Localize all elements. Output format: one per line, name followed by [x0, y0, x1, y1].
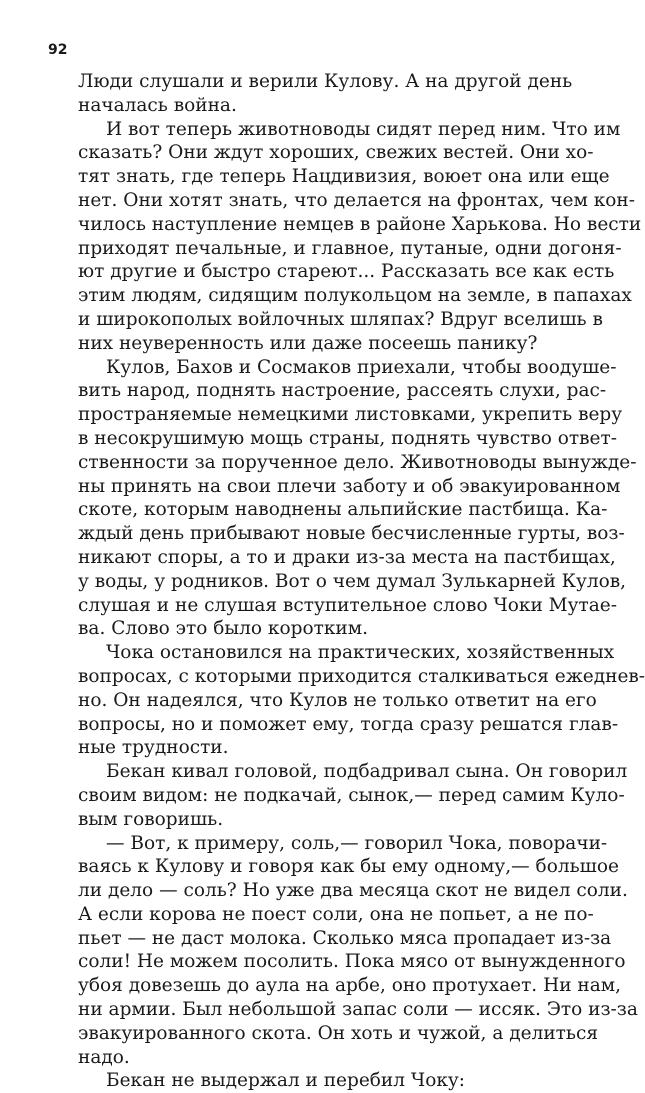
- text-line: надо.: [78, 1046, 130, 1068]
- paragraph: [78, 641, 645, 760]
- paragraph: [78, 118, 642, 356]
- text-line: ли дело — соль? Но уже два месяца скот не видел соли.: [78, 880, 628, 902]
- text-line: скоте, которым наводнены альпийские пастбища. Ка-: [78, 499, 608, 521]
- text-line: своим видом: не подкачай, сынок,— перед самим Куло-: [78, 784, 625, 806]
- text-line: пространяемые немецкими листовками, укрепить веру: [78, 404, 623, 426]
- text-line: ные трудности.: [78, 737, 229, 759]
- text-line: и широкополых войлочных шляпах? Вдруг вселишь в: [78, 308, 603, 330]
- text-line: у воды, у родников. Вот о чем думал Зулькарней Кулов,: [78, 570, 627, 592]
- text-line: ва. Слово это было коротким.: [78, 618, 369, 640]
- text-line: этим людям, сидящим полукольцом на земле, в папахах: [78, 285, 632, 307]
- paragraph: [78, 832, 638, 1070]
- paragraph: [78, 70, 573, 118]
- text-line: но. Он надеялся, что Кулов не только ответит на его: [78, 689, 597, 711]
- text-line: эвакуированного скота. Он хоть и чужой, а делиться: [78, 1022, 598, 1044]
- text-line: убоя довезешь до аула на арбе, оно протухает. Ни нам,: [78, 975, 622, 997]
- text-line: вым говоришь.: [78, 808, 224, 830]
- text-line: ваясь к Кулову и говоря как бы ему одному,— большое: [78, 856, 619, 878]
- paragraph: [78, 1069, 545, 1093]
- text-line: никают споры, а то и драки из-за места на пастбищах,: [78, 546, 616, 568]
- text-line: И вот теперь животноводы сидят перед ним. Что им: [106, 118, 621, 140]
- text-line: ны принять на свои плечи заботу и об эвакуированном: [78, 475, 621, 497]
- text-body: [78, 70, 645, 1093]
- text-line: вить народ, поднять настроение, рассеять слухи, рас-: [78, 380, 607, 402]
- page-number: 92: [48, 42, 68, 58]
- text-line: нет. Они хотят знать, что делается на фронтах, чем кон-: [78, 189, 636, 211]
- text-line: вопросах, с которыми приходится сталкиваться ежеднев-: [78, 665, 645, 687]
- text-line: Люди слушали и верили Кулову. А на другой день: [78, 71, 573, 92]
- text-line: вопросы, но и поможет ему, тогда сразу решатся глав-: [78, 713, 619, 735]
- text-line: ственности за порученное дело. Животноводы вынужде-: [78, 451, 637, 473]
- text-line: ждый день прибывают новые бесчисленные гурты, воз-: [78, 523, 625, 545]
- text-line: соли! Не можем посолить. Пока мясо от вынужденного: [78, 951, 626, 973]
- text-line: Бекан не выдержал и перебил Чоку:: [106, 1070, 466, 1092]
- text-line: началась война.: [78, 94, 237, 116]
- text-line: пьет — не даст молока. Сколько мяса пропадает из-за: [78, 927, 612, 949]
- text-line: чилось наступление немцев в районе Харькова. Но вести: [78, 213, 642, 235]
- text-line: них неуверенность или даже посеешь панику?: [78, 332, 538, 354]
- text-line: приходят печальные, и главное, путаные, одни догоня-: [78, 237, 622, 259]
- text-line: слушая и не слушая вступительное слово Чоки Мутае-: [78, 594, 617, 616]
- text-line: Чока остановился на практических, хозяйственных: [106, 642, 615, 664]
- text-line: А если корова не поест соли, она не попьет, а не по-: [78, 903, 594, 925]
- paragraph: [78, 760, 628, 831]
- text-line: в несокрушимую мощь страны, поднять чувство ответ-: [78, 427, 617, 449]
- text-line: — Вот, к примеру, соль,— говорил Чока, поворачи-: [106, 832, 608, 854]
- text-line: Бекан кивал головой, подбадривал сына. Он говорил: [106, 761, 628, 783]
- text-line: ют другие и быстро стареют... Рассказать все как есть: [78, 261, 615, 283]
- text-line: тят знать, где теперь Нацдивизия, воюет она или еще: [78, 166, 610, 188]
- paragraph: [78, 356, 637, 642]
- text-line: сказать? Они ждут хороших, свежих вестей. Они хо-: [78, 142, 594, 164]
- text-line: ни армии. Был небольшой запас соли — иссяк. Это из-за: [78, 999, 638, 1021]
- text-line: Кулов, Бахов и Сосмаков приехали, чтобы воодуше-: [106, 356, 617, 378]
